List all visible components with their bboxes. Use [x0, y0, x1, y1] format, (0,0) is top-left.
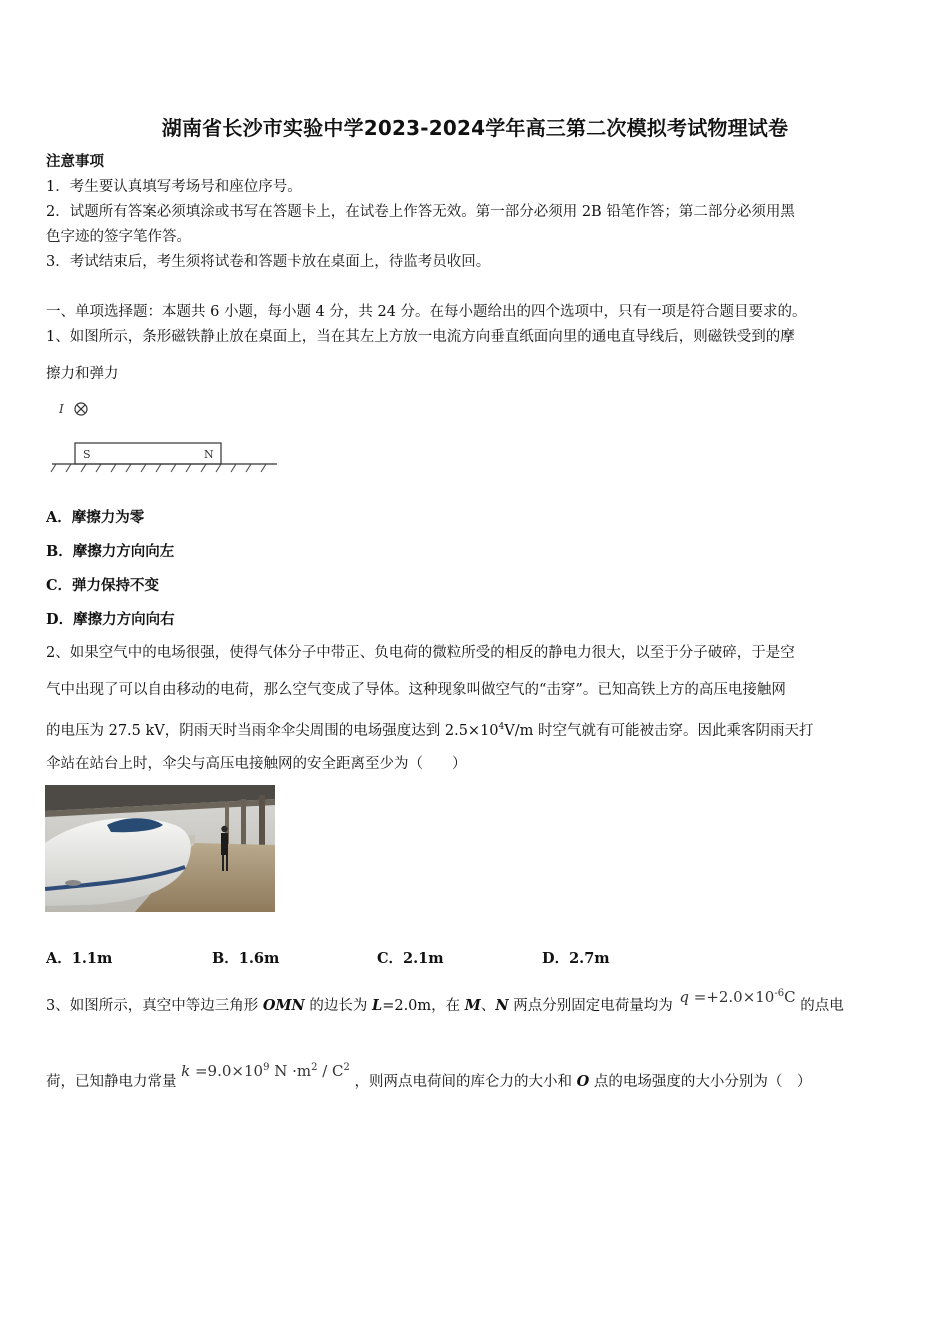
question-1-text: 1、如图所示，条形磁铁静止放在桌面上，当在其左上方放一电流方向垂直纸面向里的通电直导线后，则磁铁受到的摩	[46, 329, 795, 345]
table-hatching	[51, 464, 266, 472]
question-1-option-a: A．摩擦力为零	[46, 509, 145, 526]
question-1-option-d: D．摩擦力方向向右	[46, 611, 175, 628]
section-heading: 一、单项选择题：本题共 6 小题，每小题 4 分，共 24 分。在每小题给出的四个选项中，只有一项是符合题目要求的。	[46, 304, 807, 320]
question-2-option-a: A．1.1m	[46, 950, 113, 967]
s-pole-label: S	[83, 448, 91, 461]
magnet-figure	[48, 396, 280, 476]
page-title: 湖南省长沙市实验中学2023-2024学年高三第二次模拟考试物理试卷	[161, 116, 789, 140]
question-2-text: 的电压为 27.5 kV，阴雨天时当雨伞伞尖周围的电场强度达到 $2.5\times 10^4V/m$ 时空气就有可能被击穿。因此乘客阴雨天打	[46, 722, 814, 739]
question-1-option-c: C．弹力保持不变	[46, 577, 160, 594]
notice-item: 3．考试结束后，考生须将试卷和答题卡放在桌面上，待监考员收回。	[46, 254, 491, 270]
question-2-option-b: B．1.6m	[212, 950, 280, 967]
coulomb-constant-formula: $k =9.0\times 10^9$ $N \cdot m^2 / C^2$	[181, 1062, 350, 1080]
wire-into-page-icon	[75, 403, 87, 415]
question-3-text: 荷，已知静电力常量 $k =9.0\times 10^9$ $N \cdot m^2 / C^2$ ，则两点电荷间的库仑力的大小和 O 点的电场强度的大小分别为（ ）	[46, 1062, 812, 1090]
notice-heading: 注意事项	[46, 153, 104, 170]
notice-item: 色字迹的签字笔作答。	[46, 229, 191, 245]
current-label: I	[59, 402, 64, 416]
question-1-text: 擦力和弹力	[46, 366, 119, 382]
question-2-option-c: C．2.1m	[377, 950, 444, 967]
question-3-text: 3、如图所示，真空中等边三角形 OMN 的边长为 L=2.0m，在 M、N 两点分别固定电荷量均为 $q =+2.0\times 10^{-6}C$ 的点电	[46, 988, 844, 1014]
question-1-option-b: B．摩擦力方向向左	[46, 543, 175, 560]
question-2-text: 伞站在站台上时，伞尖与高压电接触网的安全距离至少为（ ）	[46, 756, 467, 772]
question-2-text: 2、如果空气中的电场很强，使得气体分子中带正、负电荷的微粒所受的相反的静电力很大，以至于分子破碎，于是空	[46, 645, 795, 661]
bar-magnet	[75, 443, 221, 464]
question-2-option-d: D．2.7m	[542, 950, 610, 967]
notice-item: 1．考生要认真填写考场号和座位序号。	[46, 179, 302, 195]
train-photo	[45, 785, 275, 912]
notice-item: 2．试题所有答案必须填涂或书写在答题卡上，在试卷上作答无效。第一部分必须用 2B 铅笔作答；第二部分必须用黑	[46, 204, 795, 220]
n-pole-label: N	[204, 448, 214, 461]
charge-formula: $q =+2.0\times 10^{-6}C$	[679, 988, 796, 1006]
question-2-text: 气中出现了可以自由移动的电荷，那么空气变成了导体。这种现象叫做空气的“击穿”。已知高铁上方的高压电接触网	[46, 682, 786, 698]
